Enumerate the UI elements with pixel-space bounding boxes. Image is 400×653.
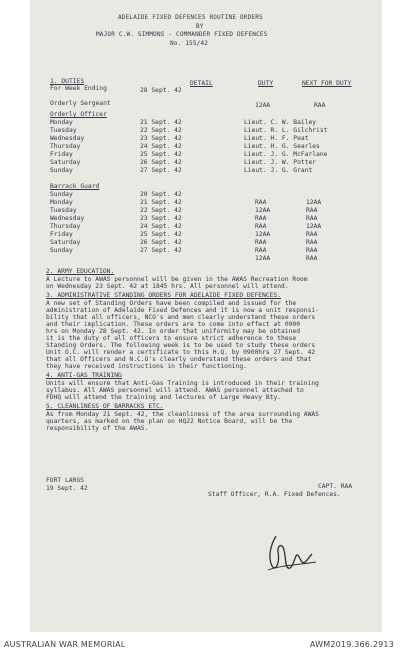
guard-next: RAA (306, 207, 318, 214)
paragraph-line: Standing Orders. The following week is to be used to study these orders (46, 342, 316, 349)
officer-day: Monday (50, 119, 73, 126)
anti-gas-heading: 4. ANTI-GAS TRAINING (46, 372, 122, 379)
footer-institution: AUSTRALIAN WAR MEMORIAL (4, 640, 126, 649)
officer-name: Lieut. H. G. Searles (244, 143, 320, 150)
signature (258, 532, 322, 578)
officer-name: Lieut. R. L. Gilchrist (244, 127, 328, 134)
officer-day: Tuesday (50, 127, 77, 134)
cleanliness-heading: 5. CLEANLINESS OF BARRACKS ETC. (46, 403, 164, 410)
guard-next: 12AA (306, 223, 322, 230)
closing-title: Staff Officer, R.A. Fixed Defences. (208, 491, 341, 498)
officer-name: Lieut. J. W. Potter (244, 159, 317, 166)
closing-place: FORT LARGS (46, 477, 84, 484)
officer-date: 26 Sept. 42 (140, 159, 182, 166)
paragraph-line: A new set of Standing Orders have been compiled and issued for the (46, 300, 297, 307)
guard-next: RAA (306, 231, 318, 238)
guard-date: 26 Sept. 42 (140, 239, 182, 246)
officer-date: 24 Sept. 42 (140, 143, 182, 150)
paragraph-line: syllabus. All AWAS personnel will attend. AWAS personnel attached to (46, 387, 304, 394)
footer-accession-number: AWM2019.366.2913 (309, 640, 394, 649)
officer-date: 25 Sept. 42 (140, 151, 182, 158)
week-ending-label: For Week Ending (50, 85, 107, 92)
guard-day: Sunday (50, 247, 73, 254)
orderly-sergeant-label: Orderly Sergeant (50, 100, 111, 107)
guard-day: Monday (50, 199, 73, 206)
guard-date: 24 Sept. 42 (140, 223, 182, 230)
guard-date: 23 Sept. 42 (140, 215, 182, 222)
guard-duty: RAA (255, 223, 267, 230)
document-number: No. 155/42 (170, 40, 209, 47)
guard-day: Friday (50, 231, 73, 238)
column-detail: DETAIL (190, 80, 213, 87)
column-next-for-duty: NEXT FOR DUTY (302, 80, 352, 87)
guard-duty: RAA (255, 239, 267, 246)
guard-day: Sunday (50, 191, 73, 198)
paragraph-line: Unit O.C. will render a certificate to this H.Q. by 0900hrs 27 Sept. 42 (46, 349, 316, 356)
paragraph-line: FDHQ will attend the training and lectures of Large Heavy Bty. (46, 394, 282, 401)
paragraph-line: As from Monday 21 Sept. 42, the cleanliness of the area surrounding AWAS (46, 411, 319, 418)
officer-date: 27 Sept. 42 (140, 167, 182, 174)
closing-rank: CAPT. RAA (318, 483, 353, 490)
orderly-officer-label: Orderly Officer (50, 111, 107, 118)
document-title: ADELAIDE FIXED DEFENCES ROUTINE ORDERS (118, 14, 263, 21)
guard-day: Tuesday (50, 207, 77, 214)
paragraph-line: it is the duty of all officers to ensure strict adherence to these (46, 335, 297, 342)
paragraph-line: Units will ensure that Anti-Gas Training is introduced in their training (46, 380, 319, 387)
officer-day: Thursday (50, 143, 81, 150)
orderly-sergeant-next: RAA (314, 102, 326, 109)
guard-date: 20 Sept. 42 (140, 191, 182, 198)
guard-date: 21 Sept. 42 (140, 199, 182, 206)
officer-date: 22 Sept. 42 (140, 127, 182, 134)
guard-duty: RAA (255, 199, 267, 206)
paragraph-line: quarters, as marked on the plan on HQ22 Notice Board, will be the (46, 418, 293, 425)
paragraph-line: on Wednesday 23 Sept. 42 at 1845 hrs. All personnel will attend. (46, 283, 289, 290)
guard-day: Saturday (50, 239, 81, 246)
standing-orders-heading: 3. ADMINISTRATIVE STANDING ORDERS FOR ADELAIDE FIXED DEFENCES. (46, 292, 282, 299)
paragraph-line: responsibility of the AWAS. (46, 425, 149, 432)
guard-day: Thursday (50, 223, 81, 230)
guard-duty: RAA (255, 247, 267, 254)
paragraph-line: bility that all officers, NCO's and men clearly understand these orders (46, 314, 316, 321)
guard-date: 22 Sept. 42 (140, 207, 182, 214)
document-author: MAJOR C.W. SIMMONS - COMMANDER FIXED DEFENCES (96, 31, 268, 38)
orderly-sergeant-duty: 12AA (255, 102, 271, 109)
officer-name: Lieut. J. G. McFarlane (244, 151, 328, 158)
guard-next: RAA (306, 255, 318, 262)
guard-day: Wednesday (50, 215, 85, 222)
paragraph-line: A Lecture to AWAS personnel will be given in the AWAS Recreation Room (46, 276, 308, 283)
guard-next: RAA (306, 215, 318, 222)
barrack-guard-label: Barrack Guard (50, 183, 100, 190)
paragraph-line: and their implication. These orders are to come into effect at 0900 (46, 321, 301, 328)
guard-duty: 12AA (255, 207, 271, 214)
officer-name: Lieut. C. W. Bailey (244, 119, 317, 126)
paragraph-line: administration of Adelaide Fixed Defences and it is now a unit responsi- (46, 307, 319, 314)
guard-next: 12AA (306, 199, 322, 206)
guard-duty: RAA (255, 215, 267, 222)
officer-day: Sunday (50, 167, 73, 174)
guard-date: 27 Sept. 42 (140, 247, 182, 254)
paragraph-line: hrs on Monday 28 Sept. 42. In order that uniformity may be obtained (46, 328, 301, 335)
guard-next: RAA (306, 247, 318, 254)
officer-date: 23 Sept. 42 (140, 135, 182, 142)
closing-date: 19 Sept. 42 (46, 485, 88, 492)
officer-name: Lieut. H. F. Peat (244, 135, 309, 142)
officer-date: 21 Sept. 42 (140, 119, 182, 126)
guard-duty: 12AA (255, 231, 271, 238)
paragraph-line: they have received instructions in their functioning. (46, 363, 247, 370)
column-duty: DUTY (258, 80, 274, 87)
officer-day: Friday (50, 151, 73, 158)
paragraph-line: that all Officers and N.C.O's clearly understand these orders and that (46, 356, 312, 363)
archive-footer (0, 636, 400, 653)
document-by: BY (196, 23, 204, 30)
guard-date: 25 Sept. 42 (140, 231, 182, 238)
guard-duty: 12AA (255, 255, 271, 262)
officer-day: Wednesday (50, 135, 85, 142)
duties-heading: 1. DUTIES (50, 78, 85, 85)
officer-name: Lieut. J. G. Grant (244, 167, 313, 174)
week-ending-date: 28 Sept. 42 (140, 87, 182, 94)
officer-day: Saturday (50, 159, 81, 166)
guard-next: RAA (306, 239, 318, 246)
army-education-heading: 2. ARMY EDUCATION. (46, 268, 115, 275)
